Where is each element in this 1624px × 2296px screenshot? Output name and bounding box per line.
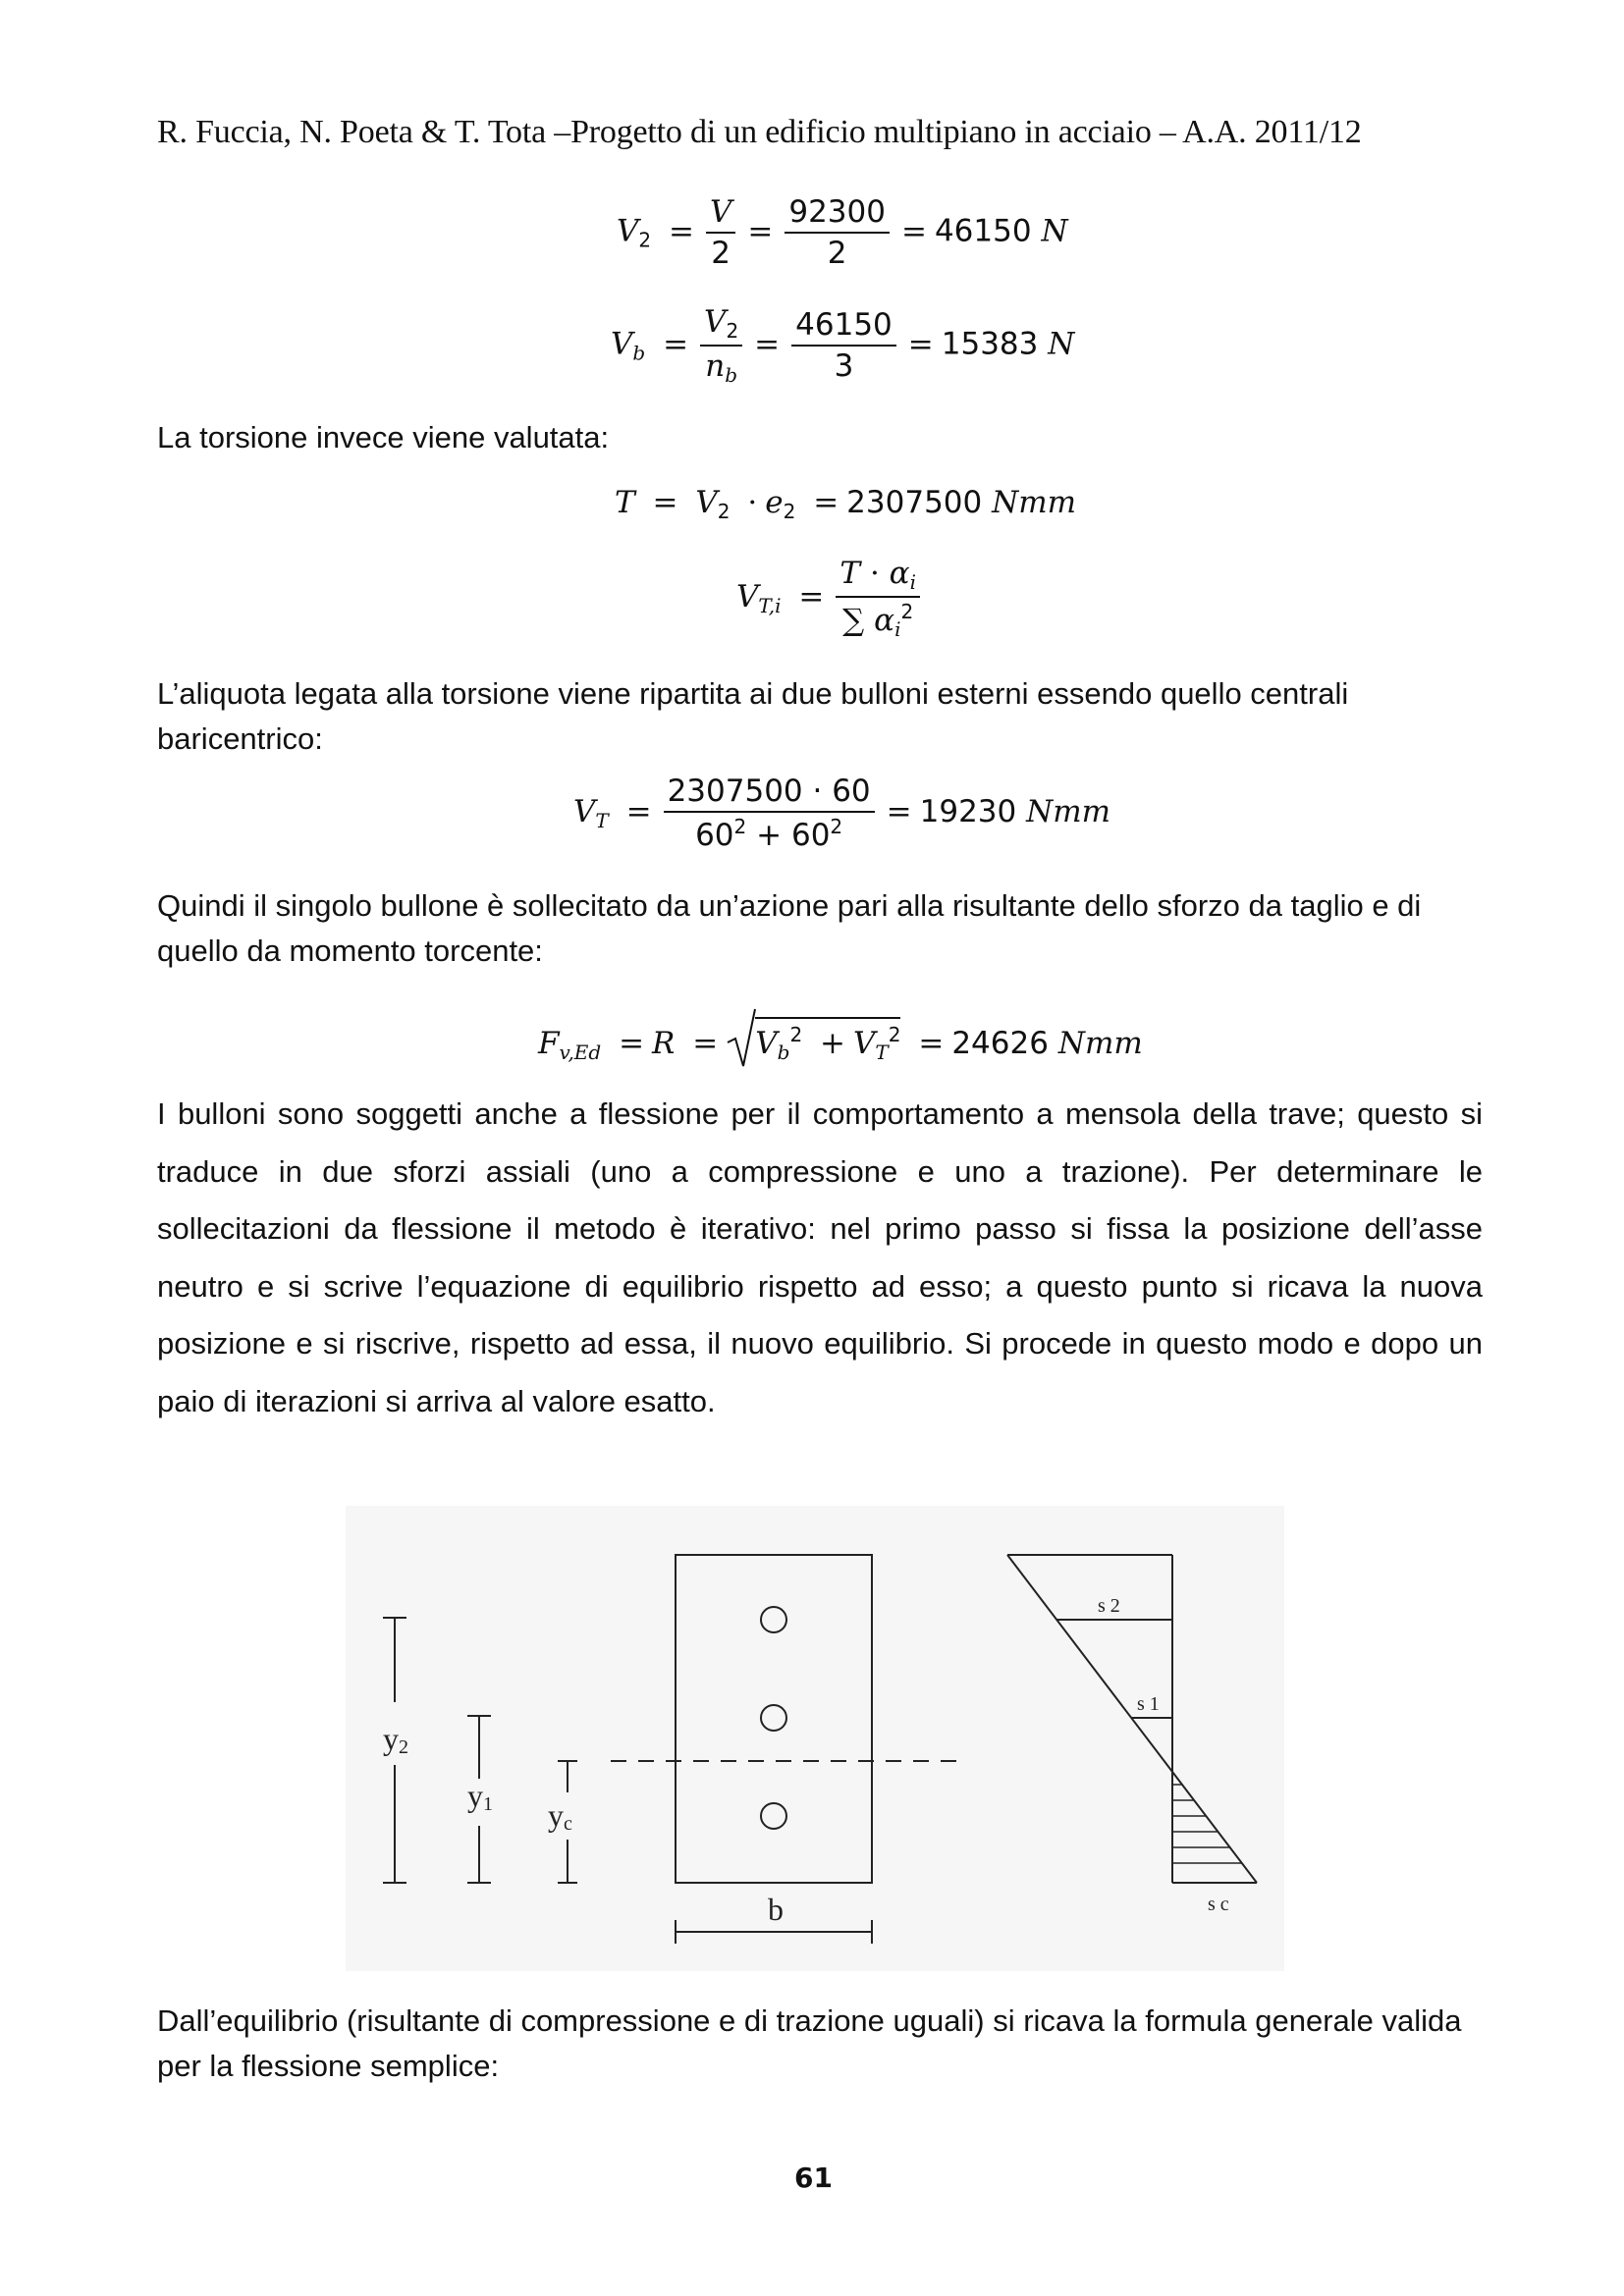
- eq-v2-unit: N: [1041, 213, 1068, 249]
- eq-t-result: 2307500: [846, 485, 983, 520]
- equation-torque: [615, 485, 1076, 523]
- eq-vt-unit: Nmm: [1026, 794, 1111, 829]
- eq-vb-unit: N: [1048, 326, 1075, 362]
- eq-vti-num-wrap: [836, 556, 920, 598]
- bolt-top: [761, 1607, 786, 1632]
- eq-v2-frac1-den: 2: [711, 236, 731, 271]
- eq-fv-result: 24626: [951, 1026, 1049, 1061]
- equals-sign: =: [625, 794, 652, 829]
- fraction: [700, 304, 742, 387]
- eq-vti-num-alpha-sub: i: [909, 570, 916, 594]
- eq-vti-num-dot: ·: [869, 556, 880, 591]
- equation-vti: [736, 556, 924, 641]
- eq-v2-frac2-num: 92300: [785, 194, 890, 234]
- eq-vti-den-sigma: ∑: [842, 603, 865, 638]
- eq-fv-r2-sub: T: [875, 1041, 889, 1064]
- equation-vt: [573, 774, 1110, 853]
- eq-vt-den-a-sup: 2: [733, 815, 747, 838]
- eq-vb-lhs: V: [611, 326, 633, 362]
- eq-vb-frac2-num: 46150: [791, 307, 896, 347]
- equals-sign: =: [652, 485, 678, 520]
- eq-v2-frac2-den: 2: [827, 236, 847, 271]
- eq-vb-frac1-num-sub: 2: [726, 319, 739, 343]
- label-s1: s 1: [1137, 1693, 1160, 1715]
- eq-vti-num-t: T: [839, 556, 861, 591]
- fraction: [785, 194, 890, 271]
- equals-sign: =: [907, 326, 934, 362]
- eq-fv-r2-sup: 2: [888, 1023, 901, 1046]
- eq-vb-frac1-den-wrap: [700, 347, 742, 387]
- eq-fv-r1-sub: b: [777, 1041, 790, 1064]
- eq-vti-lhs-sub: T,i: [758, 594, 782, 617]
- eq-vti-lhs: V: [736, 579, 759, 614]
- eq-vt-den-b-sup: 2: [830, 815, 843, 838]
- eq-fv-plus: +: [820, 1026, 846, 1061]
- equation-vb: [611, 304, 1074, 387]
- equals-sign: =: [900, 213, 927, 249]
- equals-sign: =: [668, 213, 694, 249]
- page-number: 61: [794, 2162, 833, 2194]
- eq-vt-den-wrap: [664, 813, 875, 853]
- equals-sign: =: [692, 1026, 719, 1061]
- eq-v2-lhs: V: [617, 213, 639, 249]
- square-root: [755, 1017, 900, 1064]
- eq-t-lhs: T: [615, 485, 635, 520]
- compression-hatching: [1172, 1785, 1242, 1863]
- eq-vb-frac1-num-wrap: [700, 304, 742, 347]
- eq-t-rhs1-sub: 2: [717, 500, 731, 523]
- eq-fv-r1-sup: 2: [789, 1023, 803, 1046]
- eq-vb-result: 15383: [941, 326, 1039, 362]
- eq-v2-result: 46150: [934, 213, 1032, 249]
- fraction: [836, 556, 920, 641]
- eq-fv-lhs-sub: v,Ed: [559, 1041, 602, 1064]
- eq-vt-num: 2307500 · 60: [664, 774, 875, 813]
- eq-vti-num-alpha: α: [889, 556, 910, 591]
- eq-vb-frac2-den: 3: [834, 348, 854, 384]
- eq-t-dot: ·: [747, 485, 758, 520]
- eq-vb-frac1-den: n: [705, 348, 726, 384]
- end-plate: [676, 1555, 872, 1883]
- eq-fv-lhs: F: [538, 1026, 560, 1061]
- eq-fv-r1: V: [755, 1026, 778, 1061]
- bolt-middle: [761, 1705, 786, 1731]
- label-sc: s c: [1208, 1894, 1229, 1915]
- radicand: [755, 1017, 900, 1064]
- equals-sign: =: [663, 326, 689, 362]
- eq-v2-lhs-sub: 2: [638, 228, 652, 252]
- eq-v2-frac1-num: V: [706, 194, 735, 234]
- bolt-bottom: [761, 1803, 786, 1829]
- fraction: [706, 194, 735, 271]
- paragraph-bending: I bulloni sono soggetti anche a flessione per il comportamento a mensola della trave; questo si traduce in due sforzi assiali (uno a compressione e uno a trazione). Per determinare le sollecitazioni da flessione il metodo è iterativo: nel primo passo si fissa la posizione dell’asse neutro e si scrive l’equazione di equilibrio rispetto ad esso; a questo punto si ricava la nuova posizione e si riscrive, rispetto ad essa, il nuovo equilibrio. Si procede in questo modo e dopo un paio di iterazioni si arriva al valore esatto.: [157, 1096, 1483, 1418]
- paragraph-torsion-intro: La torsione invece viene valutata:: [157, 420, 610, 454]
- bolt-stress-figure: [346, 1506, 1284, 1971]
- eq-vb-frac1-den-sub: b: [725, 363, 737, 387]
- eq-vt-result: 19230: [919, 794, 1017, 829]
- equals-sign: =: [619, 1026, 645, 1061]
- eq-vti-den-alpha-sup: 2: [900, 600, 914, 623]
- bolt-stress-diagram: [346, 1506, 1284, 1971]
- equals-sign: =: [798, 579, 825, 614]
- eq-vt-den-plus: +: [756, 818, 783, 853]
- eq-vti-den-alpha: α: [874, 603, 895, 638]
- equals-sign: =: [754, 326, 781, 362]
- eq-vti-den-alpha-sub: i: [894, 617, 901, 641]
- label-y1: y1: [467, 1778, 493, 1815]
- equals-sign: =: [886, 794, 912, 829]
- equals-sign: =: [747, 213, 774, 249]
- eq-vt-den-b: 60: [790, 818, 831, 853]
- eq-vt-lhs: V: [573, 794, 596, 829]
- eq-t-rhs1: V: [695, 485, 718, 520]
- label-y2: y2: [383, 1721, 408, 1758]
- eq-vb-lhs-sub: b: [632, 341, 646, 365]
- label-b: b: [768, 1892, 784, 1927]
- equation-v2: [617, 194, 1068, 271]
- fraction: [791, 307, 896, 384]
- radical-sign-icon: [726, 1005, 759, 1068]
- label-s2: s 2: [1098, 1595, 1120, 1617]
- eq-fv-r2: V: [853, 1026, 876, 1061]
- eq-fv-unit: Nmm: [1057, 1026, 1143, 1061]
- equation-fv: [538, 1017, 1143, 1064]
- running-header: R. Fuccia, N. Poeta & T. Tota –Progetto di un edificio multipiano in acciaio – A.A. 2011/12: [157, 114, 1362, 150]
- eq-vb-frac1-num: V: [704, 304, 727, 340]
- eq-t-rhs2-sub: 2: [783, 500, 796, 523]
- eq-fv-mid: R: [652, 1026, 676, 1061]
- label-yc: yc: [548, 1797, 572, 1835]
- paragraph-torsion-distribution: L’aliquota legata alla torsione viene ripartita ai due bulloni esterni essendo quello centrali baricentrico:: [157, 676, 1349, 756]
- paragraph-resultant: Quindi il singolo bullone è sollecitato da un’azione pari alla risultante dello sforzo da taglio e di quello da momento torcente:: [157, 888, 1422, 968]
- paragraph-equilibrium: Dall’equilibrio (risultante di compressione e di trazione uguali) si ricava la formula generale valida per la flessione semplice:: [157, 2003, 1462, 2083]
- eq-vti-den-wrap: [836, 598, 920, 641]
- fraction: [664, 774, 875, 853]
- equals-sign: =: [813, 485, 839, 520]
- eq-vt-den-a: 60: [695, 818, 734, 853]
- equals-sign: =: [918, 1026, 945, 1061]
- eq-vt-lhs-sub: T: [595, 809, 609, 832]
- eq-t-rhs2: e: [765, 485, 784, 520]
- eq-t-unit: Nmm: [992, 485, 1077, 520]
